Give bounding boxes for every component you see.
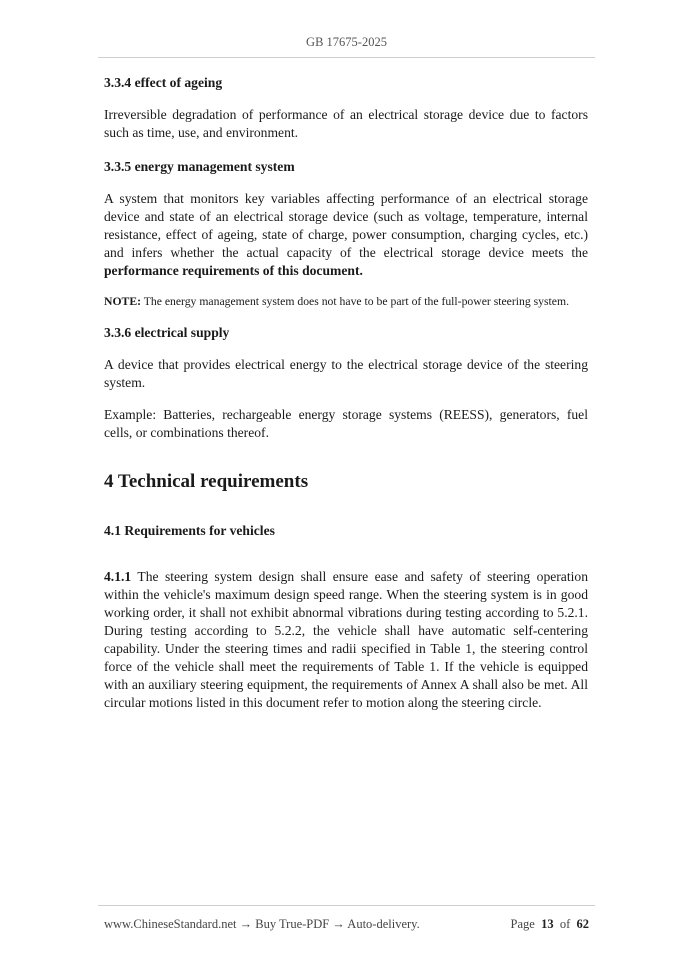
clause-4-1-1 — [104, 568, 588, 712]
heading-3-3-6: 3.3.6 electrical supply — [104, 325, 230, 340]
clause-text: The steering system design shall ensure ease and safety of steering operation within the vehicle's maximum design speed range. When the steering system is in good working order, it shall not exhibit abnormal vibrations during testing according to 5.2.1. During testing according to 5.2.2, the vehicle shall have automatic self-centering capability. Under the steering times and radii specified in Table 1, the steering control force of the vehicle shall meet the requirements of Table 1. If the vehicle is equipped with an auxiliary steering equipment, the requirements of Annex A shall also be met. All circular motions listed in this document refer to motion along the steering circle. — [104, 569, 588, 710]
page-label: Page — [510, 917, 535, 931]
heading-3-3-5: 3.3.5 energy management system — [104, 159, 295, 174]
heading-4-1: 4.1 Requirements for vehicles — [104, 523, 275, 538]
clause-number: 4.1.1 — [104, 569, 132, 584]
paragraph-3-3-5-bold: performance requirements of this document. — [104, 263, 363, 278]
heading-4: 4 Technical requirements — [104, 471, 309, 492]
page-number — [511, 917, 589, 932]
footer-link[interactable]: www.ChineseStandard.net → Buy True-PDF → Auto-delivery. — [104, 917, 420, 931]
paragraph-3-3-6: A device that provides electrical energy to the electrical storage device of the steering system. — [104, 357, 588, 390]
footer-divider — [98, 905, 595, 906]
header-divider — [98, 57, 595, 58]
note-label: NOTE: — [104, 295, 142, 308]
of-label: of — [559, 917, 571, 931]
note-3-3-5 — [104, 294, 588, 310]
running-header: GB 17675-2025 — [306, 35, 387, 49]
page-content — [104, 74, 588, 712]
paragraph-3-3-5-text: A system that monitors key variables affecting performance of an electrical storage device and state of an electrical storage device (such as voltage, temperature, internal resistance, effect of ageing, state of charge, power consumption, charging cycles, etc.) and infers whether the actual capacity of the electrical storage device meets the — [104, 191, 588, 260]
total-pages: 62 — [576, 917, 589, 931]
heading-3-3-4: 3.3.4 effect of ageing — [104, 75, 223, 90]
paragraph-3-3-4: Irreversible degradation of performance of an electrical storage device due to factors such as time, use, and environment. — [104, 107, 588, 140]
paragraph-3-3-5 — [104, 190, 588, 280]
current-page: 13 — [541, 917, 554, 931]
note-text: The energy management system does not have to be part of the full-power steering system. — [141, 295, 570, 308]
example-3-3-6: Example: Batteries, rechargeable energy storage systems (REESS), generators, fuel cells, or combinations thereof. — [104, 407, 588, 440]
